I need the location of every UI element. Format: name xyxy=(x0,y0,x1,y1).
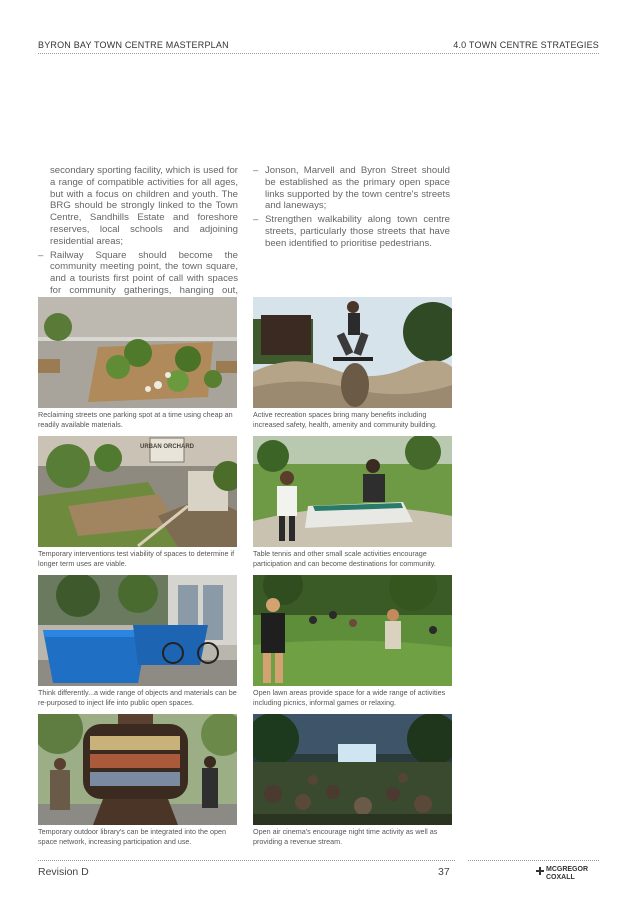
photo-caption: Temporary interventions test viability of spaces to determine if longer term uses are viable. xyxy=(38,549,235,568)
photo-table-tennis xyxy=(253,436,452,547)
section-title: 4.0 TOWN CENTRE STRATEGIES xyxy=(453,40,599,50)
bullet-item xyxy=(253,165,450,212)
photo-open-air-cinema xyxy=(253,714,452,825)
bullet-dash: – xyxy=(38,249,44,261)
bullet-item xyxy=(253,214,450,249)
photo-caption: Reclaiming streets one parking spot at a time using cheap an readily available materials. xyxy=(38,410,233,429)
photo-parklet xyxy=(38,297,237,408)
photo-caption: Temporary outdoor library's can be integrated into the open space network, increasing participation and use. xyxy=(38,827,226,846)
text-column-left xyxy=(38,165,238,311)
photo-caption: Active recreation spaces bring many benefits including increased safety, health, amenity and community building. xyxy=(253,410,438,429)
text-column-right xyxy=(253,165,450,252)
footer-divider-right xyxy=(468,860,599,861)
header-divider xyxy=(38,53,599,54)
footer-divider-left xyxy=(38,860,455,861)
photo-skate-park xyxy=(253,297,452,408)
logo-line-2: COXALL xyxy=(546,873,575,881)
bullet-text: Jonson, Marvell and Byron Street should be established as the primary open space links supported by the town centre's streets and laneways; xyxy=(265,165,450,212)
document-title: BYRON BAY TOWN CENTRE MASTERPLAN xyxy=(38,40,229,50)
photo-caption: Open air cinema's encourage night time activity as well as providing a revenue stream. xyxy=(253,827,438,846)
bullet-dash: – xyxy=(253,214,259,226)
revision-label: Revision D xyxy=(38,866,89,878)
bullet-text: Railway Square should become the community meeting point, the town square, and a tourists first point of call with spaces for community gatherings, hanging out, xyxy=(50,249,238,296)
photo-caption: Table tennis and other small scale activities encourage participation and can become destinations for community. xyxy=(253,549,436,568)
bullet-dash: – xyxy=(253,165,259,176)
bullet-text: Strengthen walkability along town centre streets, particularly those streets that have been identified to prioritise pedestrians. xyxy=(265,214,450,249)
paragraph-continuation: secondary sporting facility, which is used for a range of compatible activities for all ages, but with a focus on children and youth. The BRG should be strongly linked to the Town Centre, Sandhills Estate and foreshore reserves, local schools and adjoining residential areas; xyxy=(50,165,238,247)
photo-urban-orchard xyxy=(38,436,237,547)
photo-open-lawn xyxy=(253,575,452,686)
logo-cross-icon xyxy=(536,867,544,875)
photo-caption: Open lawn areas provide space for a wide range of activities including picnics, informal games or relaxing. xyxy=(253,688,446,707)
photo-skip-bins xyxy=(38,575,237,686)
urban-orchard-sign: URBAN ORCHARD xyxy=(140,444,194,450)
page-number: 37 xyxy=(438,866,450,878)
mcgregor-coxall-logo xyxy=(546,866,588,881)
photo-outdoor-library xyxy=(38,714,237,825)
logo-line-1: MCGREGOR xyxy=(546,866,588,873)
photo-caption: Think differently...a wide range of objects and materials can be re-purposed to inject life into public open spaces. xyxy=(38,688,237,707)
